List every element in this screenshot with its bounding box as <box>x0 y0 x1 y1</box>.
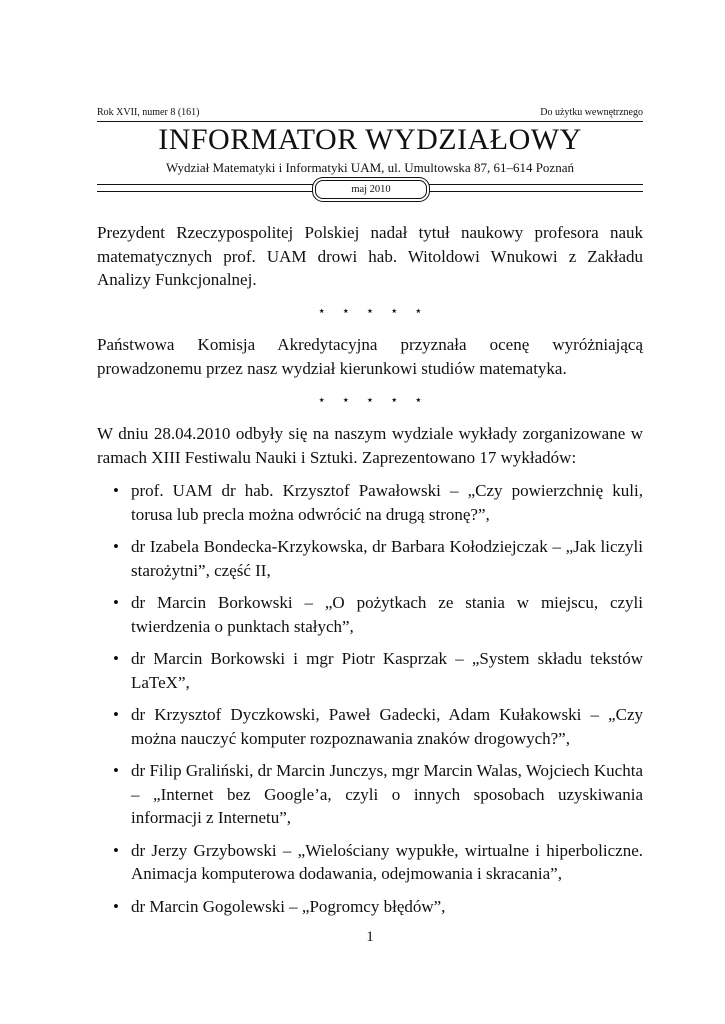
star-glyph: ⋆ <box>341 392 350 407</box>
lecture-text: dr Krzysztof Dyczkowski, Paweł Gadecki, Adam Kułakowski – „Czy można nauczyć komputer rozpoznawania znaków drogowych?”, <box>131 705 643 748</box>
bullet-icon: • <box>113 840 119 860</box>
header-topline <box>97 107 643 118</box>
star-glyph: ⋆ <box>414 392 423 407</box>
lecture-text: prof. UAM dr hab. Krzysztof Pawałowski – „Czy powierzchnię kuli, torusa lub precla można odwrócić na drugą stronę?”, <box>131 481 643 524</box>
list-item <box>97 535 643 582</box>
newsletter-page <box>97 0 643 1024</box>
bullet-icon: • <box>113 481 119 500</box>
lecture-text: dr Marcin Borkowski – „O pożytkach ze stania w miejscu, czyli twierdzenia o punktach stałych”, <box>131 593 643 636</box>
paragraph-festival: W dniu 28.04.2010 odbyły się na naszym wydziale wykłady zorganizowane w ramach XIII Festiwalu Nauki i Sztuki. Zaprezentowano 17 wykładów: <box>97 424 643 467</box>
lecture-text: dr Marcin Gogolewski – „Pogromcy błędów”, <box>131 896 446 916</box>
star-glyph: ⋆ <box>414 303 423 318</box>
bullet-icon: • <box>113 649 119 668</box>
list-item <box>97 591 643 638</box>
star-glyph: ⋆ <box>317 303 326 318</box>
issue-number: Rok XVII, numer 8 (161) <box>97 107 200 118</box>
bullet-icon: • <box>113 537 119 556</box>
bullet-icon: • <box>113 593 119 612</box>
date-rule-left <box>97 184 313 192</box>
star-glyph: ⋆ <box>317 392 326 407</box>
star-glyph: ⋆ <box>390 392 399 407</box>
list-item <box>97 759 643 830</box>
list-item <box>97 895 643 919</box>
paragraph-accreditation: Państwowa Komisja Akredytacyjna przyznała ocenę wyróżniającą prowadzonemu przez nasz wydział kierunkowi studiów matematyka. <box>97 335 643 378</box>
lecture-list <box>97 479 643 927</box>
lecture-text: dr Marcin Borkowski i mgr Piotr Kasprzak – „System składu tekstów LaTeX”, <box>131 649 643 692</box>
list-item <box>97 839 643 886</box>
star-glyph: ⋆ <box>390 303 399 318</box>
bullet-icon: • <box>113 705 119 724</box>
bullet-icon: • <box>113 896 119 916</box>
star-separator <box>97 392 643 408</box>
date-band <box>97 180 643 200</box>
star-glyph: ⋆ <box>365 303 375 318</box>
newsletter-title: INFORMATOR WYDZIAŁOWY <box>158 123 582 156</box>
lecture-text: dr Izabela Bondecka-Krzykowska, dr Barbara Kołodziejczak – „Jak liczyli starożytni”, część II, <box>131 537 643 580</box>
faculty-address: Wydział Matematyki i Informatyki UAM, ul. Umultowska 87, 61–614 Poznań <box>166 160 574 175</box>
date-rule-right <box>429 184 643 192</box>
lecture-text: dr Jerzy Grzybowski – „Wielościany wypukłe, wirtualne i hiperboliczne. Animacja komputerowa dodawania, odejmowania i skracania”, <box>131 840 643 883</box>
list-item <box>97 703 643 750</box>
bullet-icon: • <box>113 761 119 780</box>
paragraph-professor-title: Prezydent Rzeczypospolitej Polskiej nadał tytuł naukowy profesora nauk matematycznych prof. UAM drowi hab. Witoldowi Wnukowi z Zakładu Analizy Funkcjonalnej. <box>97 223 643 289</box>
page-number: 1 <box>366 929 374 945</box>
internal-use-note: Do użytku wewnętrznego <box>540 107 643 118</box>
list-item <box>97 479 643 526</box>
issue-date: maj 2010 <box>315 180 427 199</box>
star-separator <box>97 303 643 319</box>
star-glyph: ⋆ <box>365 392 375 407</box>
star-glyph: ⋆ <box>341 303 350 318</box>
lecture-text: dr Filip Graliński, dr Marcin Junczys, mgr Marcin Walas, Wojciech Kuchta – „Internet bez Google’a, czyli o innych sposobach uzyskiwania informacji z Internetu”, <box>131 761 643 827</box>
list-item <box>97 647 643 694</box>
